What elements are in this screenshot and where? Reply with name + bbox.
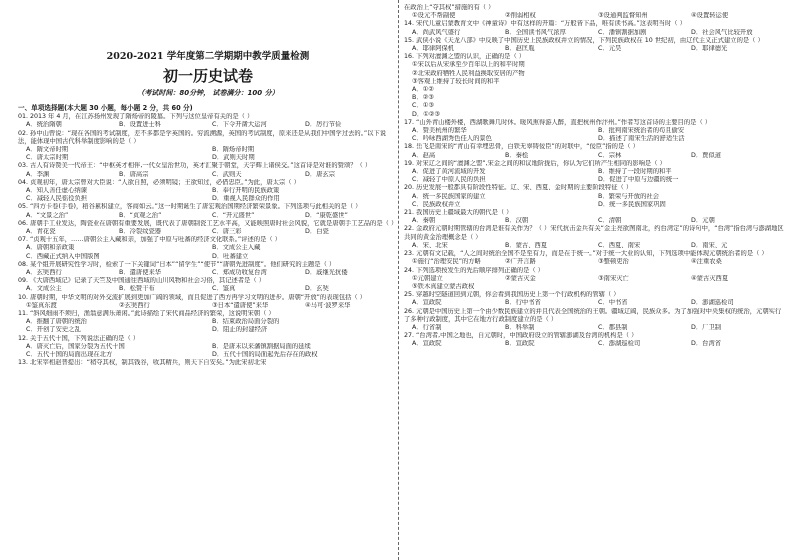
answer-option: A．促进了黄河流域的开发: [412, 168, 486, 176]
answer-option: C．武则天: [212, 170, 242, 178]
answer-option: D．元朝: [691, 217, 715, 225]
question-item: [18, 310, 398, 335]
question-stem: 05. “四方卡卷(手卷)，稻谷累积建立，客商如云。”这一时期诞生了唐宏观治国期经济繁荣景象。下列选项与此相关的是（ ）: [18, 203, 362, 211]
question-item: [18, 277, 398, 293]
column-divider: [398, 0, 399, 560]
answer-option: B．秦桧: [505, 151, 529, 159]
exam-subtitle: 初一历史试卷: [162, 67, 253, 85]
answer-option: C．①③: [412, 102, 434, 110]
question-stem: 在政治上“夺其权”措施的有（ ）: [404, 4, 495, 11]
answer-option: D．阻止的封建经济: [212, 326, 268, 334]
answer-option: D．吐蕃建立: [212, 252, 249, 260]
question-stem: 09. 《大唐西域记》记录了天竺及中国通往西域的山川风物和社会习俗，其记述者是（ ）: [18, 277, 266, 285]
question-stem: 14. 宋代儿童启蒙教育文中《神童诗》中有这样的开篇：“万般皆下品，唯有读书高。”这表明当时（ ）: [404, 20, 686, 28]
option-list: [18, 228, 398, 236]
answer-option: A．宣政院: [412, 340, 442, 348]
answer-option: A．秦朝: [412, 217, 436, 225]
answer-option: B．汉朝: [505, 217, 529, 225]
section-heading: 一、单项选择题(本大题 30 小题，每小题 2 分，共 60 分): [18, 104, 193, 112]
answer-option: B．维持了一段时期的和平: [598, 168, 672, 176]
question-item: [18, 335, 398, 360]
question-item: [404, 184, 784, 209]
answer-option: ①鉴真东渡: [26, 301, 57, 309]
option-list: [404, 193, 784, 209]
question-stem: 24. 下列选项按发生的先后顺序排列正确的是（ ）: [404, 266, 544, 274]
answer-option: C．吟咏西湖秀色佳人的景色: [412, 135, 492, 143]
option-list: [404, 61, 784, 118]
question-item: [404, 308, 784, 333]
question-item: [404, 291, 784, 307]
answer-option: A．青花瓷: [26, 228, 56, 236]
question-stem: 12. 关于五代十国，下列说法正确的是（ ）: [18, 334, 140, 342]
answer-option: ②削弱相权: [505, 12, 536, 20]
answer-option: C．西夏、南宋: [598, 241, 641, 249]
answer-option: C．中书省: [598, 299, 628, 307]
option-list: [18, 212, 398, 220]
answer-option: A．赵高: [412, 151, 436, 159]
answer-option: B．“贞观之治”: [119, 211, 162, 219]
question-item: [18, 203, 398, 219]
question-stem: 10. 唐朝时期，中华文明的对外交流扩展到更加广阔的领域，而且促进了西方再学习文明的进步。唐朝“开放”的表现包括（ ）: [18, 293, 366, 301]
answer-option: A．①②: [412, 86, 434, 94]
question-stem: 16. 下列对澶渊之盟的认识，正确的是（ ）: [404, 53, 526, 61]
question-stem: 11. “斜风细雨不须归，渔翁意满乐萧闲。”此诗描绘了宋代商品经济的繁荣，这说明宋朝（ ）: [18, 310, 275, 318]
answer-option: C．减轻人民徭役负担: [26, 195, 88, 203]
answer-option: B．结束政治局面分裂的: [212, 318, 280, 326]
answer-option: A．推翻了唐朝的统治: [26, 318, 87, 326]
question-item: [18, 113, 398, 129]
question-item: [18, 236, 398, 261]
answer-option: C．郑成功收复台湾: [212, 269, 267, 277]
right-question-list: [404, 4, 784, 349]
answer-option: ②玄奘西行: [119, 301, 150, 309]
answer-option: ②北宋政府牺牲人民利益换取安居的产物: [412, 69, 525, 77]
question-stem: 01. 2013 年 4 月，在江苏扬州发现了隋炀帝的陵墓。下列与这位皇帝有关的是（ ）: [18, 113, 254, 121]
exam-header: [18, 50, 398, 100]
answer-option: C．鉴真: [212, 285, 236, 293]
answer-option: C．郡县制: [598, 323, 628, 331]
answer-option: ④设置转运使: [691, 12, 729, 20]
option-list: [404, 12, 784, 20]
answer-option: B．奉行开明的民族政策: [212, 187, 280, 195]
option-list: [404, 299, 784, 307]
answer-option: D．“康乾盛世”: [305, 211, 348, 219]
question-stem: 23. 元朝有文记载，“人之间对统治全国不是至有力，而是在于统一。”对于统一大业的认知，下列选项中能体现元朝统治者的是（ ）: [404, 250, 768, 258]
answer-option: B．冷裂纹瓷器: [119, 228, 162, 236]
answer-option: ③南宋灭亡: [598, 274, 629, 282]
answer-option: A．行省制: [412, 323, 442, 331]
answer-option: ④蒙古灭西夏: [691, 274, 729, 282]
answer-option: C．潘镇割据加剧: [598, 28, 647, 36]
question-item: [404, 37, 784, 53]
option-list: [404, 242, 784, 250]
answer-option: B．全国读书风气浓厚: [505, 28, 566, 36]
question-stem: 21. 我国历史上疆域最大的朝代是（ ）: [404, 209, 513, 217]
answer-option: D．白瓷: [305, 228, 329, 236]
option-list: [404, 168, 784, 184]
question-stem: 18. 岳飞是南宋的“青山有幸埋忠骨，白铁无辜铸佞臣”的对联中，“佞臣”指的是（ ）: [404, 143, 639, 151]
question-item: [404, 267, 784, 292]
question-stem: 22. 金政府元朝时期管辖的台湾是谁有关作为？（ ）宋代抗击金兵有关“金主亮欲图南北，约台湾定”的诗句中，“台湾”指台湾与澎湖地区共同的黄金治理概念是（ ）: [404, 225, 784, 241]
answer-option: C．西藏正式纳入中国版图: [26, 252, 100, 260]
answer-option: ④注重农桑: [691, 258, 722, 266]
question-item: [404, 4, 784, 20]
answer-option: A．知人善任虚心纳谏: [26, 187, 87, 195]
answer-option: ③整顿吏治: [598, 258, 629, 266]
answer-option: C．减轻了中原人民的负担: [412, 176, 486, 184]
option-list: [404, 127, 784, 143]
answer-option: B．批判南宋统治者的苟且偷安: [598, 127, 685, 135]
option-list: [404, 258, 784, 266]
answer-option: D．社会风气比较开放: [691, 28, 753, 36]
answer-option: A．统治隋朝: [26, 121, 62, 129]
answer-option: C．民族政权并立: [412, 200, 461, 208]
answer-option: C．唐太宗时期: [26, 154, 69, 162]
question-item: [18, 261, 398, 277]
answer-option: D．耶律德光: [691, 45, 728, 53]
answer-option: D．①②③: [412, 110, 441, 118]
answer-option: C．下令开凿大运河: [212, 121, 267, 129]
option-list: [404, 152, 784, 160]
answer-option: B．科举制: [505, 323, 535, 331]
answer-option: B．文成公主入藏: [212, 244, 261, 252]
question-stem: 07. “贞观十五年，……唐朝公主入藏和亲，加强了中原与吐蕃的经济文化联系。”评述的是（ ）: [18, 236, 281, 244]
question-stem: 03. 古人有诗赞美一代帝王：“中枢英才相伴,一代女皇治世功，英才汇聚于朝堂，天宇辉上诸侯交。”这首诗是对谁的赞颂？（ ）: [18, 162, 372, 170]
question-item: [404, 332, 784, 348]
question-item: [18, 220, 398, 236]
answer-option: A．统一多民族国家的建立: [412, 192, 486, 200]
option-list: [18, 146, 398, 162]
answer-option: A．宣政院: [412, 299, 442, 307]
answer-option: C．唐三彩: [212, 228, 242, 236]
answer-option: B．行中书省: [505, 299, 541, 307]
question-item: [404, 250, 784, 266]
answer-option: B．繁荣与开放的社会: [598, 192, 659, 200]
answer-option: A．耶律阿保机: [412, 45, 455, 53]
option-list: [404, 324, 784, 332]
answer-option: ⑤铁木真建立蒙古政权: [412, 282, 475, 290]
answer-option: B．是唐末以来藩镇割据局面的延续: [212, 342, 311, 350]
question-item: [404, 143, 784, 159]
answer-option: D．玄奘: [305, 285, 329, 293]
option-list: [18, 318, 398, 334]
question-item: [18, 359, 398, 367]
question-item: [18, 130, 398, 163]
answer-option: ②蒙古灭金: [505, 274, 536, 282]
answer-option: C．五代十国的局面出现在北方: [26, 351, 113, 359]
answer-option: D．厂卫制: [691, 323, 722, 331]
answer-option: D．唐玄宗: [305, 170, 336, 178]
question-stem: 17. “山外青山楼外楼，西湖歌舞几时休。暖风熏得游人醉，直把杭州作汴州。”作者写这首诗的主要目的是（ ）: [404, 118, 712, 126]
answer-option: C．“开元盛世”: [212, 211, 255, 219]
answer-option: B．松赞干布: [119, 285, 155, 293]
answer-option: D．描述了南宋生活的舒适生活: [598, 135, 685, 143]
question-item: [404, 53, 784, 119]
question-item: [404, 20, 784, 36]
question-stem: 25. 穿越时空隧道回到元朝，你会看到我国历史上第一个行政机构的管辖（ ）: [404, 291, 620, 299]
answer-option: ④马可·波罗来华: [305, 301, 351, 309]
answer-option: C．元昊: [598, 45, 622, 53]
answer-option: A．李渊: [26, 170, 50, 178]
answer-option: ①设元不帮副使: [412, 12, 456, 20]
answer-option: ①元朝建立: [412, 274, 443, 282]
answer-option: A．文成公主: [26, 285, 62, 293]
answer-option: A．唐灭亡后，国家分裂为五代十国: [26, 342, 125, 350]
question-item: [404, 119, 784, 144]
answer-option: B．设置进士科: [119, 121, 162, 129]
answer-option: D．贾似道: [691, 151, 722, 159]
answer-option: ③设通判监督知州: [598, 12, 648, 20]
answer-option: B．赵匡胤: [505, 45, 535, 53]
answer-option: D．五代十国的局面起先后存在的政权: [212, 351, 318, 359]
answer-option: D．澎湖巡检司: [691, 299, 734, 307]
answer-option: A．唐朝和亲政策: [26, 244, 75, 252]
option-list: [18, 285, 398, 293]
question-stem: 08. 某个组开展研究性学习时，检索了一下关键词“日本”“留学生”“使节”“唐朝先进制度”。他们研究的主题是（ ）: [18, 260, 336, 268]
question-item: [404, 225, 784, 250]
exam-meta: （考试时间：80分钟， 试卷满分：100 分）: [137, 89, 279, 97]
answer-option: A．尚武风气盛行: [412, 28, 461, 36]
answer-option: C．澎湖巡检司: [598, 340, 641, 348]
answer-option: D．武则天时期: [212, 154, 255, 162]
question-stem: 02. 孙中山曾说：“现在各国的考试制度，差不多都是学英国的。穷流溯源，英国的考试制度，原来还是从我们中国学过去的。”以下说法，能体现中国古代科举制度影响的是（ ）: [18, 129, 387, 145]
question-item: [404, 160, 784, 185]
question-item: [18, 179, 398, 204]
answer-option: B．蒙古、西夏: [505, 241, 548, 249]
option-list: [404, 340, 784, 348]
question-item: [404, 209, 784, 225]
option-list: [404, 29, 784, 37]
answer-option: ①宋以后从宋承至少百年以上的和平时期: [412, 61, 525, 69]
answer-option: C．宗林: [598, 151, 622, 159]
option-list: [18, 269, 398, 277]
left-column: [18, 4, 398, 368]
answer-option: D．台湾省: [691, 340, 722, 348]
answer-option: ③日本“遣唐使”来华: [212, 301, 269, 309]
answer-option: D．厉行节俭: [305, 121, 342, 129]
question-stem: 15. 武侠小说《天龙八部》中反映了中国历史上民族政权并立的情况，下列民族政权在 10 世纪初，由辽代主义正式建立的是（ ）: [404, 36, 764, 44]
answer-option: B．宣政院: [505, 340, 535, 348]
answer-option: ③客观上维持了较长时间的和平: [412, 77, 500, 85]
option-list: [404, 217, 784, 225]
answer-option: C．清朝: [598, 217, 622, 225]
option-list: [404, 275, 784, 291]
option-list: [18, 171, 398, 179]
answer-option: A．赞美杭州的繁华: [412, 127, 467, 135]
option-list: [18, 302, 398, 310]
option-list: [18, 187, 398, 203]
question-stem: 26. 元朝是中国历史上第一个由少数民族建立的并且代表全国统治的王朝。疆域辽阔，民族众多。为了加强对中央集权的统治，元朝实行了多种行政制度，其中它在地方行政制度建立的是（ ）: [404, 307, 782, 323]
answer-option: B．唐高宗: [119, 170, 149, 178]
left-question-list: [18, 113, 398, 367]
exam-title: 2020-2021 学年度第二学期期中教学质量检测: [106, 51, 310, 62]
right-column: [404, 4, 784, 349]
answer-option: D．促进了中原与边疆的统一: [598, 176, 679, 184]
option-list: [18, 244, 398, 260]
question-item: [18, 162, 398, 178]
option-list: [18, 121, 398, 129]
answer-option: ①施行“治理安民”的方略: [412, 258, 481, 266]
option-list: [18, 343, 398, 359]
question-stem: 27. “台湾者,中国之地也，自元朝时，中国政府设立的管辖澎湖及台湾的机构是（ ）: [404, 332, 638, 340]
answer-option: A．玄奘西行: [26, 269, 62, 277]
question-stem: 13. 北宋宰相赵普提出：“稍夺其权，制其钱谷，收其精兵，则天下自安矣。”为此宋初北宋: [18, 359, 267, 367]
answer-option: B．②③: [412, 94, 434, 102]
answer-option: ②广开言路: [505, 258, 536, 266]
answer-option: D．戚继光抗倭: [305, 269, 348, 277]
question-stem: 20. 历史发展一般都具有阶段性特征。辽、宋、西夏、金时期的主要阶段特征（ ）: [404, 184, 633, 192]
answer-option: A．宋、北宋: [412, 241, 448, 249]
question-item: [18, 294, 398, 310]
answer-option: D．统一多民族国家巩固: [598, 200, 666, 208]
answer-option: D．重视人民群众的作用: [212, 195, 280, 203]
answer-option: A．隋文帝时期: [26, 146, 69, 154]
answer-option: C．开创了安史之乱: [26, 326, 81, 334]
answer-option: A．“文景之治”: [26, 211, 69, 219]
answer-option: D．南宋、元: [691, 241, 728, 249]
question-stem: 19. 对宋辽之间的“澶渊之盟”,宋金之间的和议地阶拢后，你认为它们所产生相同的影响是（ ）: [404, 159, 666, 167]
question-stem: 06. 唐朝手工业发达，陶瓷业在唐朝有重要发展，既代表了唐朝制瓷工艺水平高，又能映照唐时社会风貌，它就是唐朝手工艺品的是（ ）: [18, 219, 398, 227]
option-list: [404, 45, 784, 53]
question-stem: 04. 贞观初年，唐太宗曾对大臣说：“人欲自照，必须明镜；王欲知过，必借忠臣。”为此，唐太宗（ ）: [18, 178, 300, 186]
answer-option: B．隋炀帝时期: [212, 146, 255, 154]
answer-option: B．遣唐使来华: [119, 269, 162, 277]
